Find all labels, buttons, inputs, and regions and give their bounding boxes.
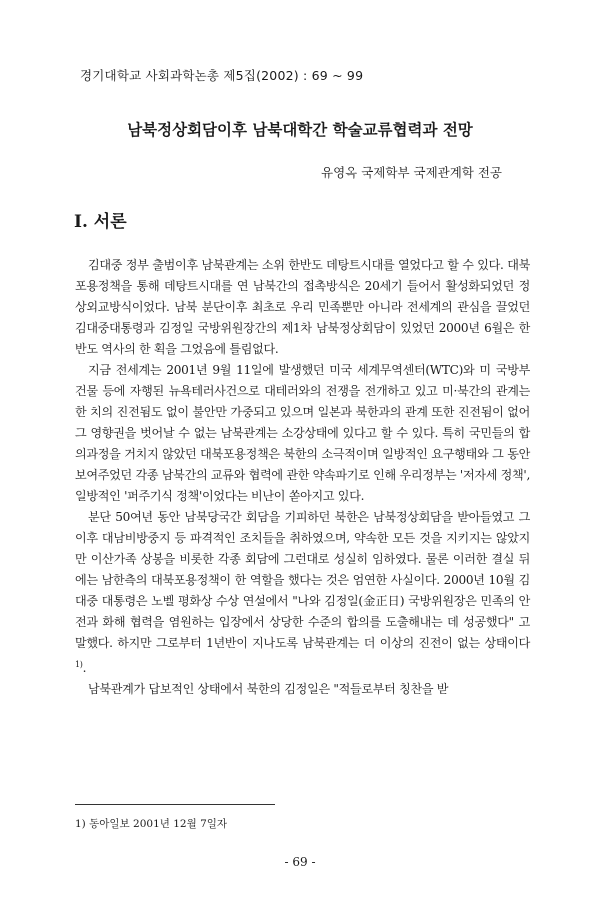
paragraph-3-text: 분단 50여년 동안 남북당국간 회담을 기피하던 북한은 남북정상회담을 받아들였고 그 이후 대남비방중지 등 파격적인 조치들을 취하였으며, 약속한 모든 것을 지키지는 않았지만 이산가족 상봉을 비롯한 각종 회담에 그런대로 성실히 임하였다. 물론 이러한 결실 뒤에는 남한측의 대북포용정책이 한 역할을 했다는 것은 엄연한 사실이다. 2000년 10월 김대중 대통령은 노벨 평화상 수상 연설에서 "나와 김정일(金正日) 국방위원장은 민족의 안전과 화해 협력을 염원하는 입장에서 상당한 수준의 합의를 도출해내는 데 성공했다" 고 말했다. 하지만 그로부터 1년반이 지나도록 남북관계는 더 이상의 진전이 없는 상태이다 [75, 510, 530, 650]
section-heading: I. 서론 [74, 212, 127, 232]
footnote: 1) 동아일보 2001년 12월 7일자 [75, 818, 228, 830]
paragraph-3: 분단 50여년 동안 남북당국간 회담을 기피하던 북한은 남북정상회담을 받아들였고 그 이후 대남비방중지 등 파격적인 조치들을 취하였으며, 약속한 모든 것을 지키지는 않았지만 이산가족 상봉을 비롯한 각종 회담에 그런대로 성실히 임하였다. 물론 이러한 결실 뒤에는 남한측의 대북포용정책이 한 역할을 했다는 것은 엄연한 사실이다. 2000년 10월 김대중 대통령은 노벨 평화상 수상 연설에서 "나와 김정일(金正日) 국방위원장은 민족의 안전과 화해 협력을 염원하는 입장에서 상당한 수준의 합의를 도출해내는 데 성공했다" 고 말했다. 하지만 그로부터 1년반이 지나도록 남북관계는 더 이상의 진전이 없는 상태이다$^{1)}$. [75, 510, 530, 676]
footnote-divider [75, 804, 275, 805]
paper-title: 남북정상회담이후 남북대학간 학술교류협력과 전망 [127, 121, 473, 139]
author-line: 유영옥 국제학부 국제관계학 전공 [321, 165, 502, 180]
page-number: - 69 - [284, 855, 316, 869]
body-text [75, 255, 530, 700]
paragraph-2: 지금 전세계는 2001년 9월 11일에 발생했던 미국 세계무역센터(WTC)와 미 국방부 건물 등에 자행된 뉴욕테러사건으로 대테러와의 전쟁을 전개하고 있고 미·북간의 관계는 한 치의 진전됨도 없이 불안만 가중되고 있으며 일본과 북한과의 관계 또한 진전됨이 없어 그 영향권을 벗어날 수 없는 남북관계는 소강상태에 있다고 할 수 있다. 특히 국민들의 합의과정을 거치지 않았던 대북포용정책은 북한의 소극적이며 일방적인 요구행태와 그 동안 보여주었던 각종 남북간의 교류와 협력에 관한 약속파기로 인해 우리정부는 '저자세 정책', 일방적인 '퍼주기식 정책'이었다는 비난이 쏟아지고 있다. [75, 363, 530, 503]
footnote-reference[interactable]: 1) [75, 660, 83, 669]
paragraph-1: 김대중 정부 출범이후 남북관계는 소위 한반도 데탕트시대를 열었다고 할 수 있다. 대북포용정책을 통해 데탕트시대를 연 남북간의 접촉방식은 20세기 들어서 활성화되었던 정상외교방식이었다. 남북 분단이후 최초로 우리 민족뿐만 아니라 전세계의 관심을 끌었던 김대중대통령과 김정일 국방위원장간의 제1차 남북정상회담이 있었던 2000년 6월은 한반도 역사의 한 획을 그었음에 틀림없다. [75, 258, 530, 356]
paragraph-4: 남북관계가 답보적인 상태에서 북한의 김정일은 "적들로부터 칭찬을 받 [88, 682, 449, 697]
journal-header: 경기대학교 사회과학논총 제5집(2002) : 69 ~ 99 [80, 68, 364, 83]
